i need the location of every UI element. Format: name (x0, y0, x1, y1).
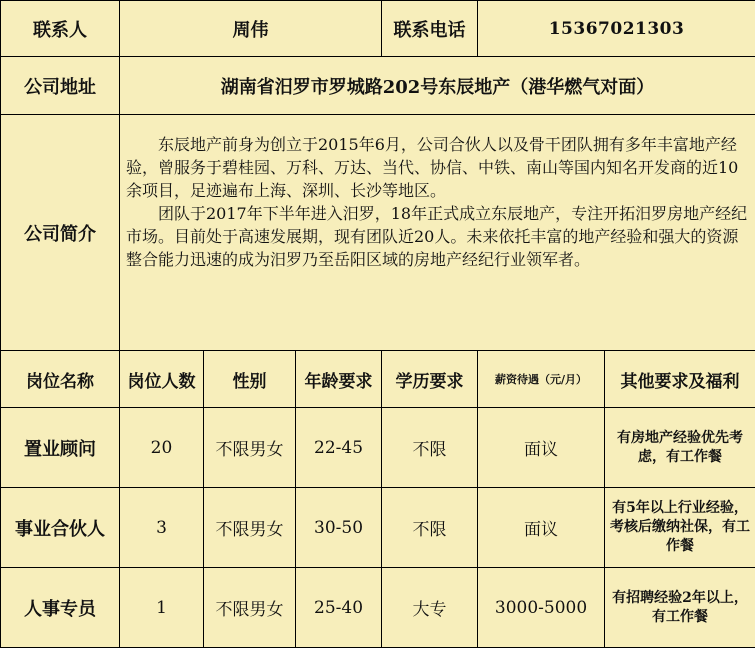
job-education: 不限 (382, 408, 478, 488)
header-age: 年龄要求 (296, 351, 382, 408)
contact-name: 周伟 (120, 1, 382, 57)
job-title: 人事专员 (1, 568, 120, 648)
job-age: 22-45 (296, 408, 382, 488)
job-age: 30-50 (296, 488, 382, 568)
job-gender: 不限男女 (204, 568, 296, 648)
table-row (1, 568, 755, 648)
intro-label: 公司简介 (1, 115, 120, 351)
contact-row (1, 1, 755, 57)
job-count: 20 (120, 408, 204, 488)
address-value: 湖南省汨罗市罗城路202号东辰地产（港华燃气对面） (120, 57, 755, 115)
job-education: 不限 (382, 488, 478, 568)
job-education: 大专 (382, 568, 478, 648)
table-row (1, 488, 755, 568)
intro-paragraph-2: 团队于2017年下半年进入汨罗，18年正式成立东辰地产，专注开拓汨罗房地产经纪市场。目前处于高速发展期，现有团队近20人。未来依托丰富的地产经验和强大的资源整合能力迅速的成为汨罗乃至岳阳区域的房地产经纪行业领军者。 (126, 202, 749, 271)
table-row (1, 408, 755, 488)
job-count: 3 (120, 488, 204, 568)
header-count: 岗位人数 (120, 351, 204, 408)
jobs-header-row (1, 351, 755, 408)
intro-paragraph-1: 东辰地产前身为创立于2015年6月，公司合伙人以及骨干团队拥有多年丰富地产经验，曾服务于碧桂园、万科、万达、当代、协信、中铁、南山等国内知名开发商的近10余项目，足迹遍布上海、深圳、长沙等地区。 (126, 133, 749, 202)
intro-row (1, 115, 755, 351)
job-title: 事业合伙人 (1, 488, 120, 568)
job-count: 1 (120, 568, 204, 648)
header-education: 学历要求 (382, 351, 478, 408)
phone-label: 联系电话 (382, 1, 478, 57)
job-gender: 不限男女 (204, 408, 296, 488)
job-salary: 面议 (478, 488, 605, 568)
contact-label: 联系人 (1, 1, 120, 57)
job-title: 置业顾问 (1, 408, 120, 488)
phone-number: 15367021303 (478, 1, 755, 57)
header-gender: 性别 (204, 351, 296, 408)
job-salary: 3000-5000 (478, 568, 605, 648)
job-age: 25-40 (296, 568, 382, 648)
address-row (1, 57, 755, 115)
job-gender: 不限男女 (204, 488, 296, 568)
job-salary: 面议 (478, 408, 605, 488)
intro-content (120, 115, 755, 351)
header-benefits: 其他要求及福利 (605, 351, 755, 408)
job-benefits: 有房地产经验优先考虑，有工作餐 (605, 408, 755, 488)
header-salary: 薪资待遇（元/月） (478, 351, 605, 408)
job-benefits: 有招聘经验2年以上，有工作餐 (605, 568, 755, 648)
address-label: 公司地址 (1, 57, 120, 115)
header-job-title: 岗位名称 (1, 351, 120, 408)
job-benefits: 有5年以上行业经验，考核后缴纳社保，有工作餐 (605, 488, 755, 568)
